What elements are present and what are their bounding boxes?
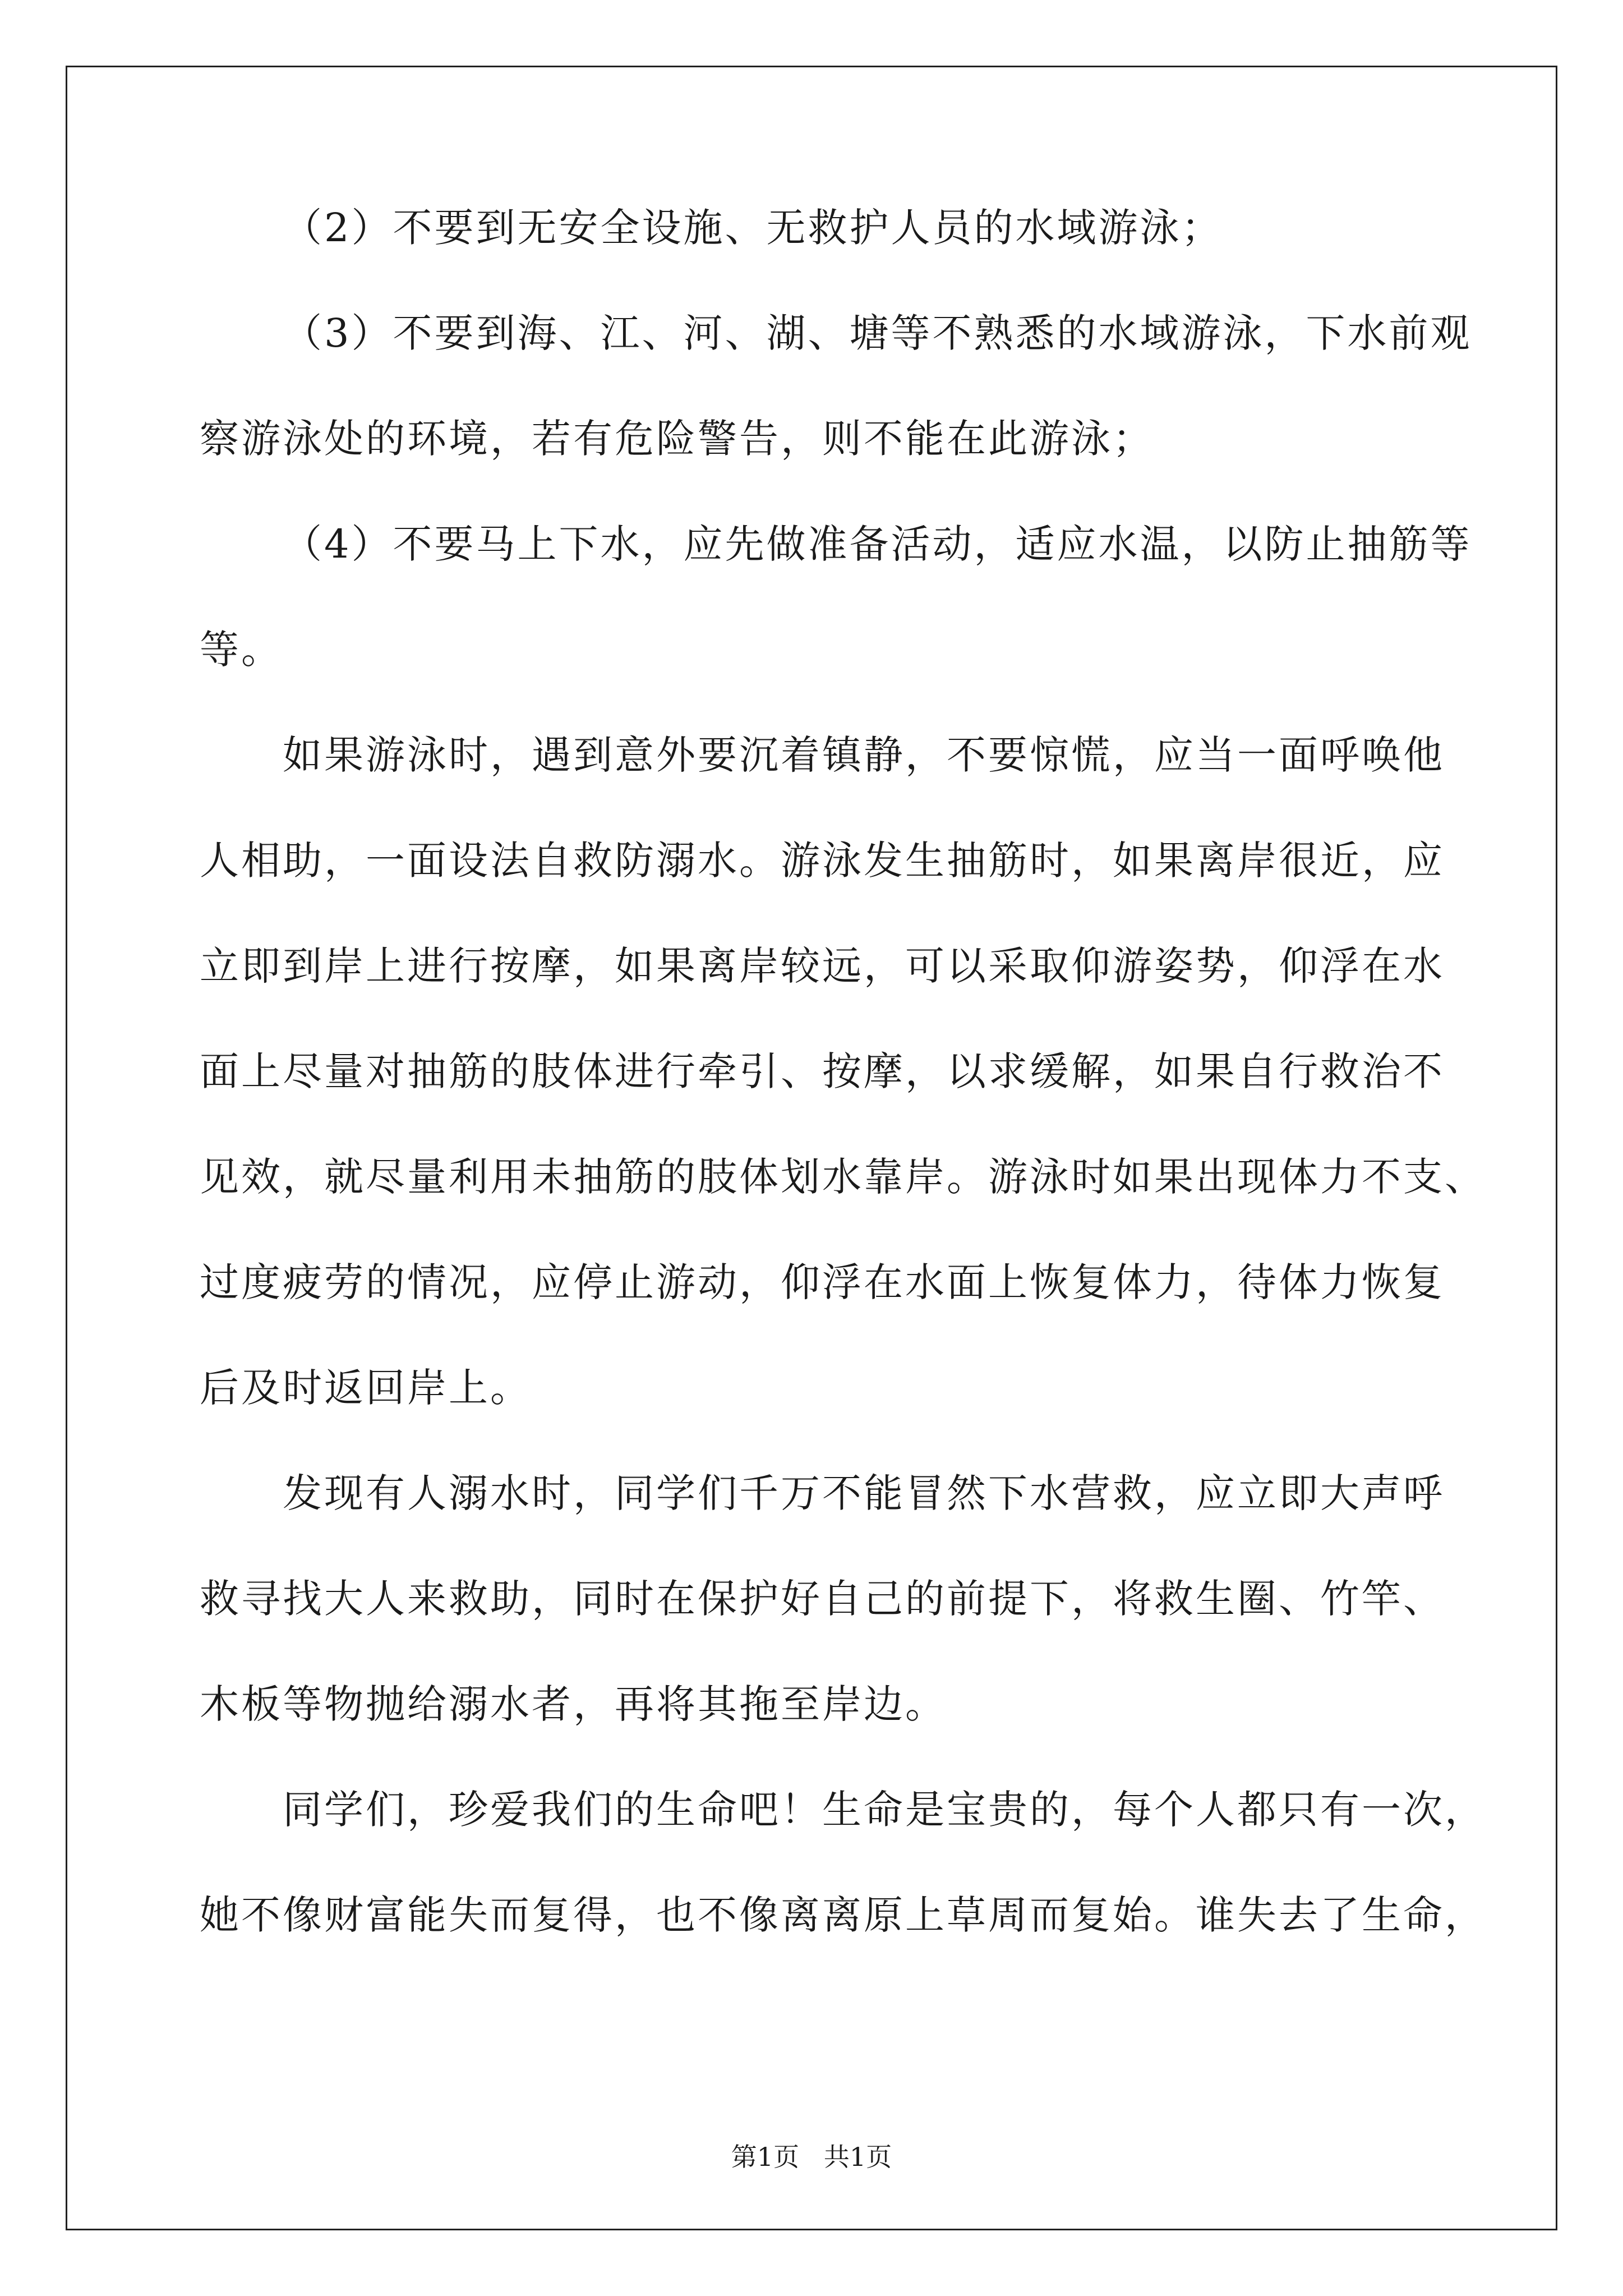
text-line: 过度疲劳的情况，应停止游动，仰浮在水面上恢复体力，待体力恢复 — [200, 1259, 1445, 1305]
text-line: 如果游泳时，遇到意外要沉着镇静，不要惊慌，应当一面呼唤他 — [283, 732, 1445, 778]
text-line: 等。 — [200, 627, 283, 673]
document-body — [200, 205, 1486, 2001]
text-line: 后及时返回岸上。 — [200, 1365, 532, 1411]
text-line: 她不像财富能失而复得，也不像离离原上草周而复始。谁失去了生命， — [200, 1892, 1486, 1938]
text-line: 人相助，一面设法自救防溺水。游泳发生抽筋时，如果离岸很近，应 — [200, 838, 1445, 884]
text-line: 面上尽量对抽筋的肢体进行牵引、按摩，以求缓解，如果自行救治不 — [200, 1048, 1445, 1094]
text-line: 发现有人溺水时，同学们千万不能冒然下水营救，应立即大声呼 — [283, 1470, 1445, 1516]
text-line: 立即到岸上进行按摩，如果离岸较远，可以采取仰游姿势，仰浮在水 — [200, 943, 1445, 989]
text-line: （2）不要到无安全设施、无救护人员的水域游泳； — [283, 205, 1223, 251]
page-footer: 第1页 共1页 — [731, 2142, 892, 2172]
text-line: 木板等物抛给溺水者，再将其拖至岸边。 — [200, 1681, 947, 1727]
text-line: 察游泳处的环境，若有危险警告，则不能在此游泳； — [200, 416, 1154, 462]
text-line: 救寻找大人来救助，同时在保护好自己的前提下，将救生圈、竹竿、 — [200, 1576, 1445, 1622]
text-line: 见效，就尽量利用未抽筋的肢体划水靠岸。游泳时如果出现体力不支、 — [200, 1154, 1486, 1200]
text-line: 同学们，珍爱我们的生命吧！生命是宝贵的，每个人都只有一次， — [283, 1787, 1486, 1833]
text-line: （3）不要到海、江、河、湖、塘等不熟悉的水域游泳，下水前观 — [283, 310, 1472, 356]
text-line: （4）不要马上下水，应先做准备活动，适应水温，以防止抽筋等 — [283, 521, 1472, 567]
